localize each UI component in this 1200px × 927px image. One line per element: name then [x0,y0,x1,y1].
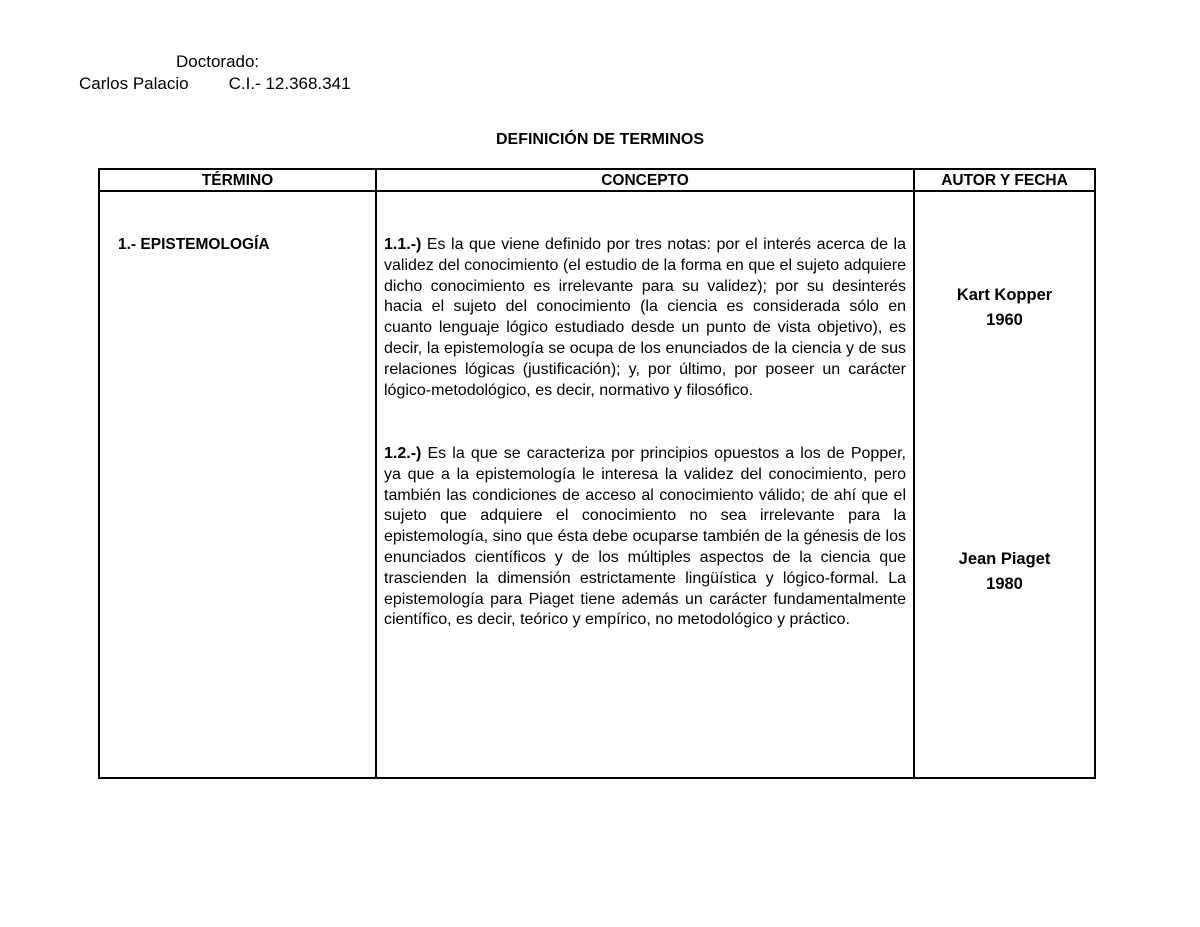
concept-text-1: Es la que viene definido por tres notas: por el interés acerca de la validez del conocimiento (el estudio de la forma en que el sujeto adquiere dicho conocimiento es irrelevante para su validez); por su desinterés hacia el sujeto del conocimiento (la ciencia es considerada sólo en cuanto lenguaje lógico estudiado desde un punto de vista objetivo), es decir, la epistemología se ocupa de los enunciados de la ciencia y de sus relaciones lógicas (justificación); y, por último, por poseer un carácter lógico-metodológico, es decir, normativo y filosófico. [384,236,906,399]
column-header-term: TÉRMINO [201,172,274,189]
student-line [79,74,351,94]
concept-paragraph-1 [384,235,906,401]
concept-text-2: Es la que se caracteriza por principios opuestos a los de Popper, ya que a la epistemología le interesa la validez del conocimiento, pero también las condiciones de acceso al conocimiento válido; de ahí que el sujeto que adquiere el conocimiento no sea irrelevante para la epistemología, sino que ésta debe ocuparse también de la génesis de los enunciados científicos y de los múltiples aspectos de la ciencia que trascienden la dimensión estrictamente lingüística y lógico-formal. La epistemología para Piaget tiene además un carácter fundamentalmente científico, es decir, teórico y empírico, no metodológico y práctico. [384,445,906,629]
term-cell: 1.- EPISTEMOLOGÍA [118,236,270,253]
concept-number-1: 1.1.-) [384,236,422,253]
header-divider [100,190,1094,192]
definitions-table [98,168,1096,779]
student-ci: C.I.- 12.368.341 [228,74,351,93]
author-year-1: 1960 [986,311,1023,329]
author-name-1: Kart Kopper [956,286,1053,304]
student-name: Carlos Palacio [79,74,189,93]
column-header-concept: CONCEPTO [601,172,689,189]
author-name-2: Jean Piaget [958,550,1051,568]
column-divider-2 [913,170,915,777]
concept-paragraph-2 [384,444,906,631]
author-cell-2 [915,547,1094,597]
author-cell-1 [915,283,1094,333]
program-label: Doctorado: [176,52,260,71]
document-title: DEFINICIÓN DE TERMINOS [495,131,704,148]
concept-number-2: 1.2.-) [384,445,422,462]
author-year-2: 1980 [986,575,1023,593]
column-header-author-date: AUTOR Y FECHA [941,172,1068,189]
column-divider-1 [375,170,377,777]
